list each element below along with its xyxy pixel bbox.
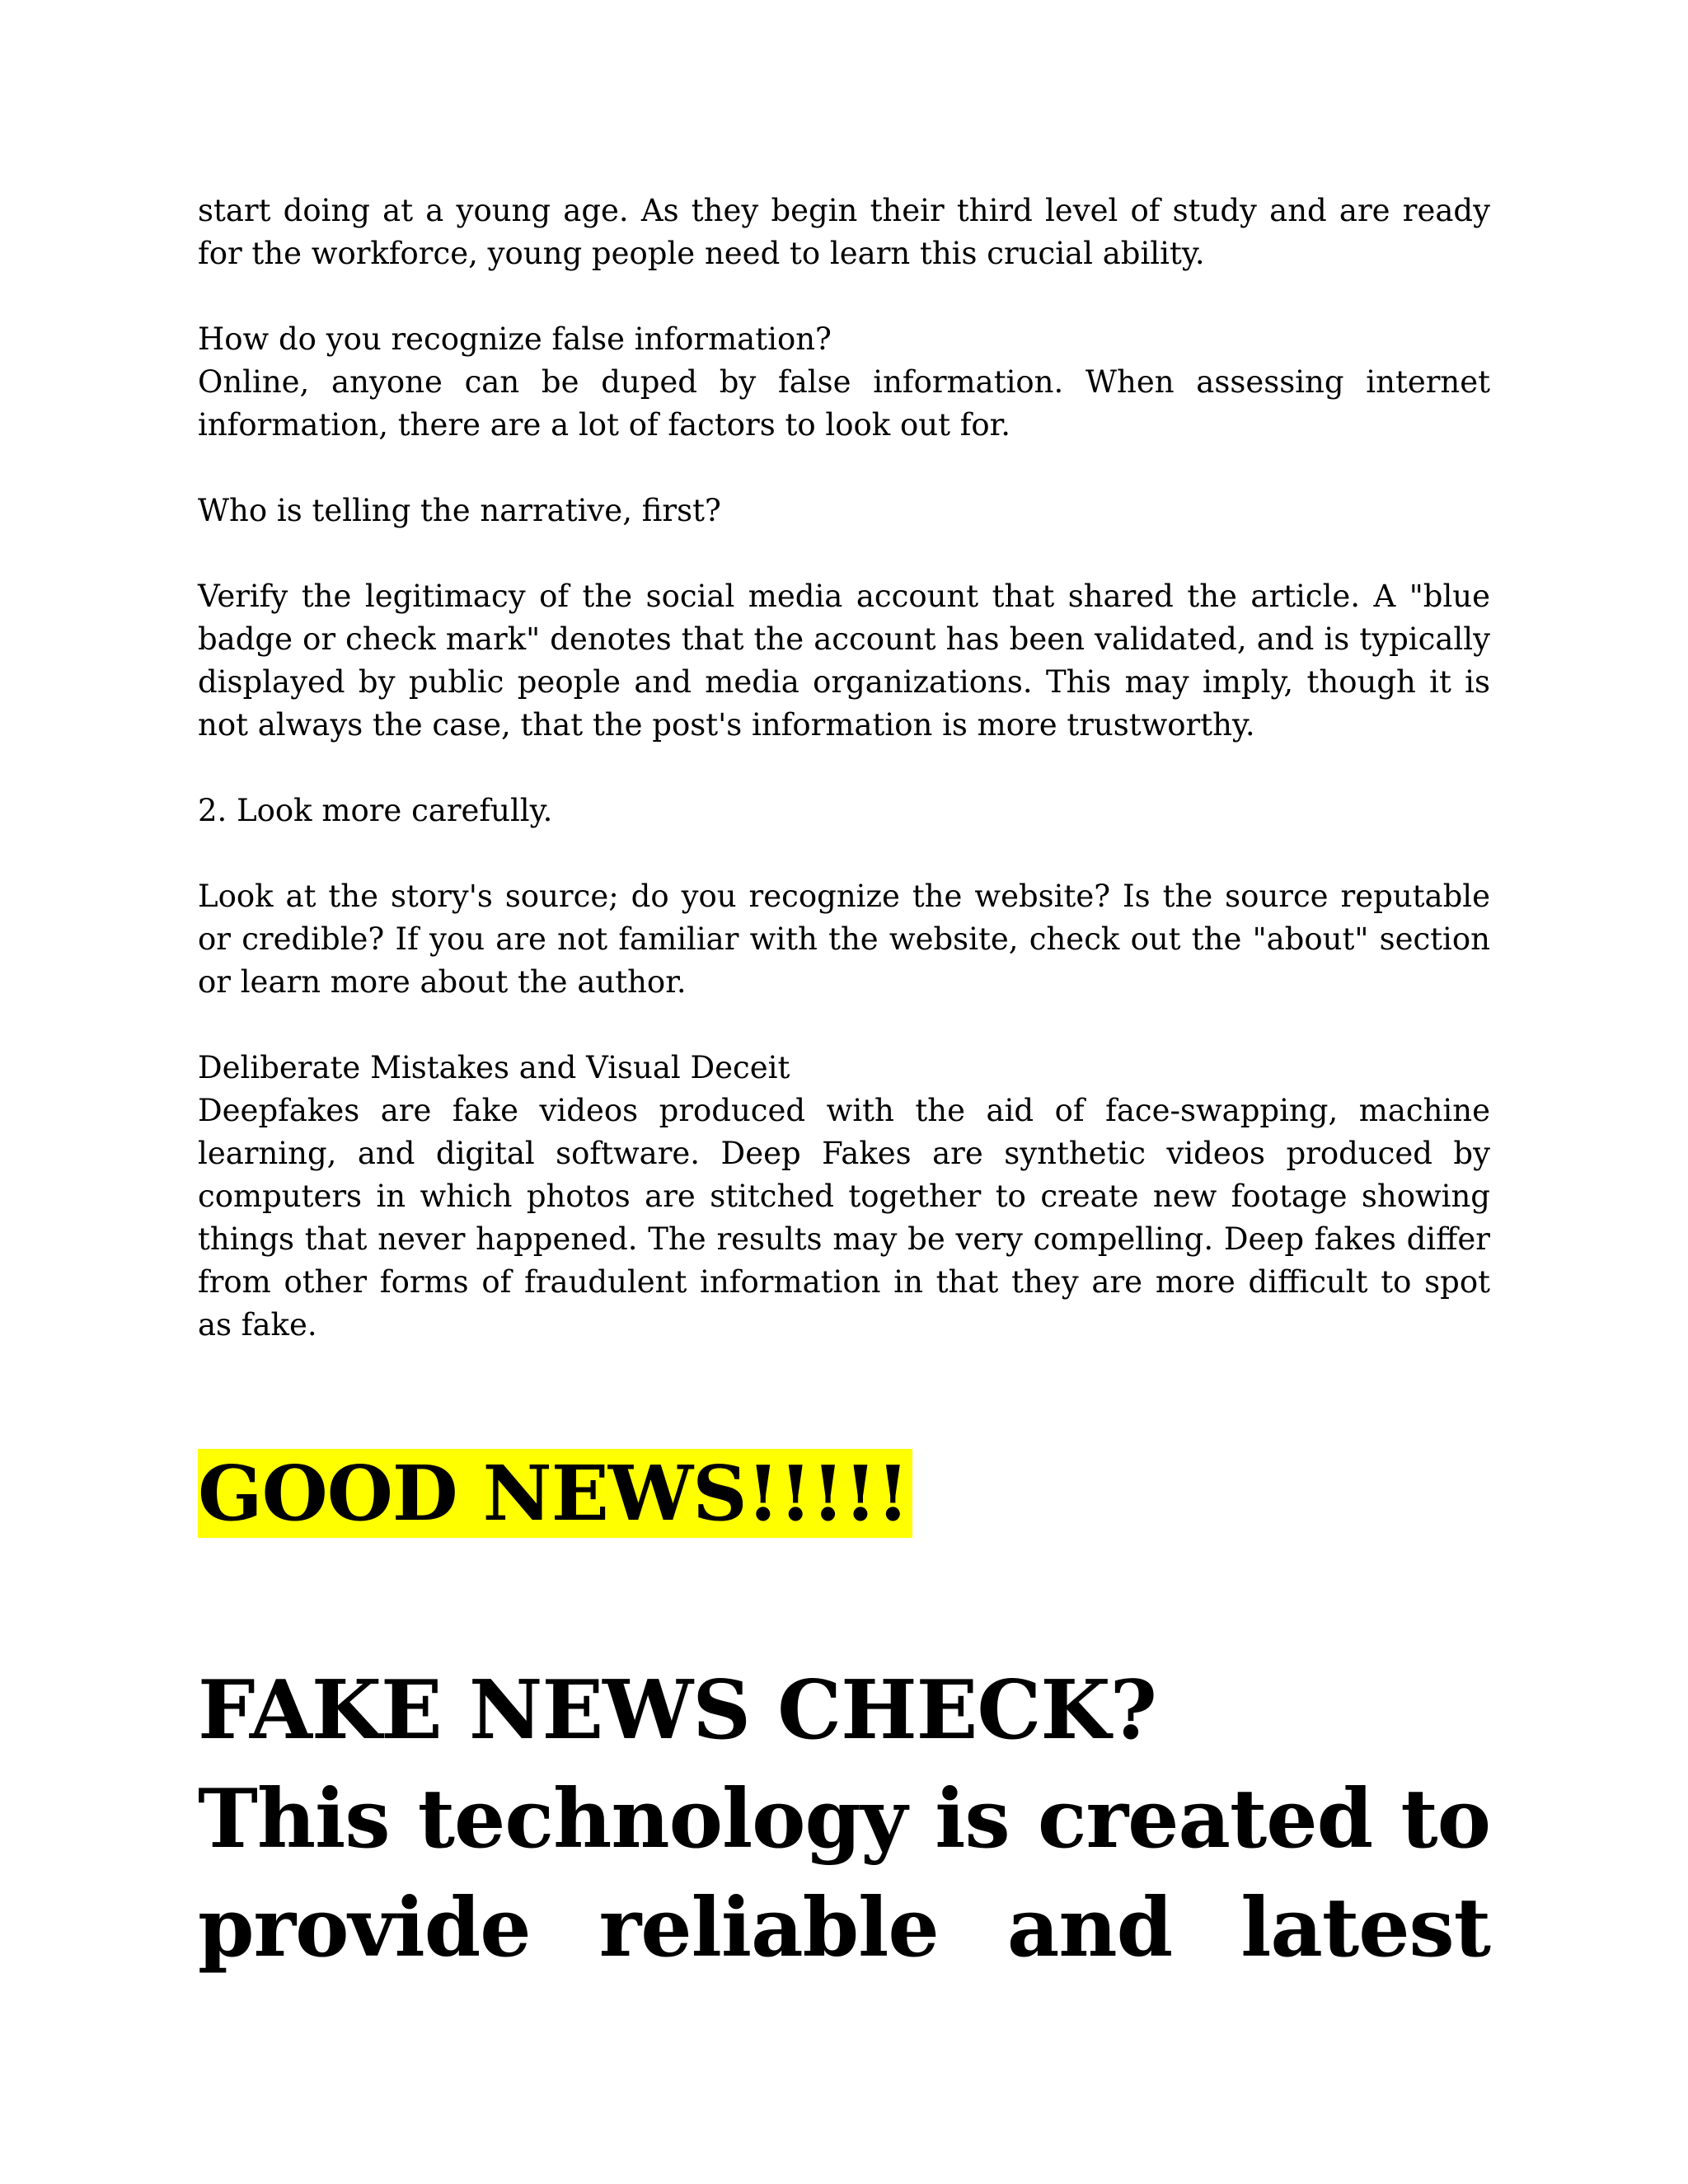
- headline-line-2: This technology is created to: [198, 1772, 1490, 1867]
- paragraph-gap: [198, 1004, 1490, 1047]
- paragraph-gap: [198, 832, 1490, 875]
- paragraph-heading-deceit: Deliberate Mistakes and Visual Deceit: [198, 1050, 790, 1085]
- paragraph-gap: [198, 747, 1490, 790]
- paragraph-recognize-body: Online, anyone can be duped by false information. When assessing internet information, there are a lot of factors to look out for.: [198, 364, 1490, 443]
- paragraph-intro: start doing at a young age. As they begin their third level of study and are ready for the workforce, young people need to learn this crucial ability.: [198, 193, 1490, 271]
- headline-line-3: provide reliable and latest: [198, 1881, 1490, 1975]
- paragraph-deepfakes: Deepfakes are fake videos produced with the aid of face-swapping, machine learning, and digital software. Deep Fakes are synthetic videos produced by computers in which photos are stitched together to create new footage showing things that never happened. The results may be very compelling. Deep fakes differ from other forms of fraudulent information in that they are more difficult to spot as fake.: [198, 1093, 1490, 1343]
- paragraph-gap: [198, 275, 1490, 318]
- paragraph-story-source: Look at the story's source; do you recognize the website? Is the source reputable or credible? If you are not familiar with the website, check out the "about" section or learn more about the author.: [198, 879, 1490, 1000]
- paragraph-who-is-telling: Who is telling the narrative, first?: [198, 493, 721, 528]
- good-news-heading: [198, 1444, 912, 1543]
- headline-line-1: FAKE NEWS CHECK?: [198, 1663, 1156, 1758]
- good-news-highlight: GOOD NEWS!!!!!: [198, 1449, 912, 1538]
- paragraph-heading-recognize: How do you recognize false information?: [198, 321, 832, 357]
- paragraph-look-carefully: 2. Look more carefully.: [198, 793, 553, 828]
- headline: [198, 1657, 1490, 1983]
- body-text: [198, 190, 1490, 1347]
- paragraph-gap: [198, 532, 1490, 575]
- paragraph-verify-account: Verify the legitimacy of the social media account that shared the article. A "blue badge or check mark" denotes that the account has been validated, and is typically displayed by public people and media organizations. This may imply, though it is not always the case, that the post's information is more trustworthy.: [198, 579, 1490, 743]
- paragraph-gap: [198, 447, 1490, 490]
